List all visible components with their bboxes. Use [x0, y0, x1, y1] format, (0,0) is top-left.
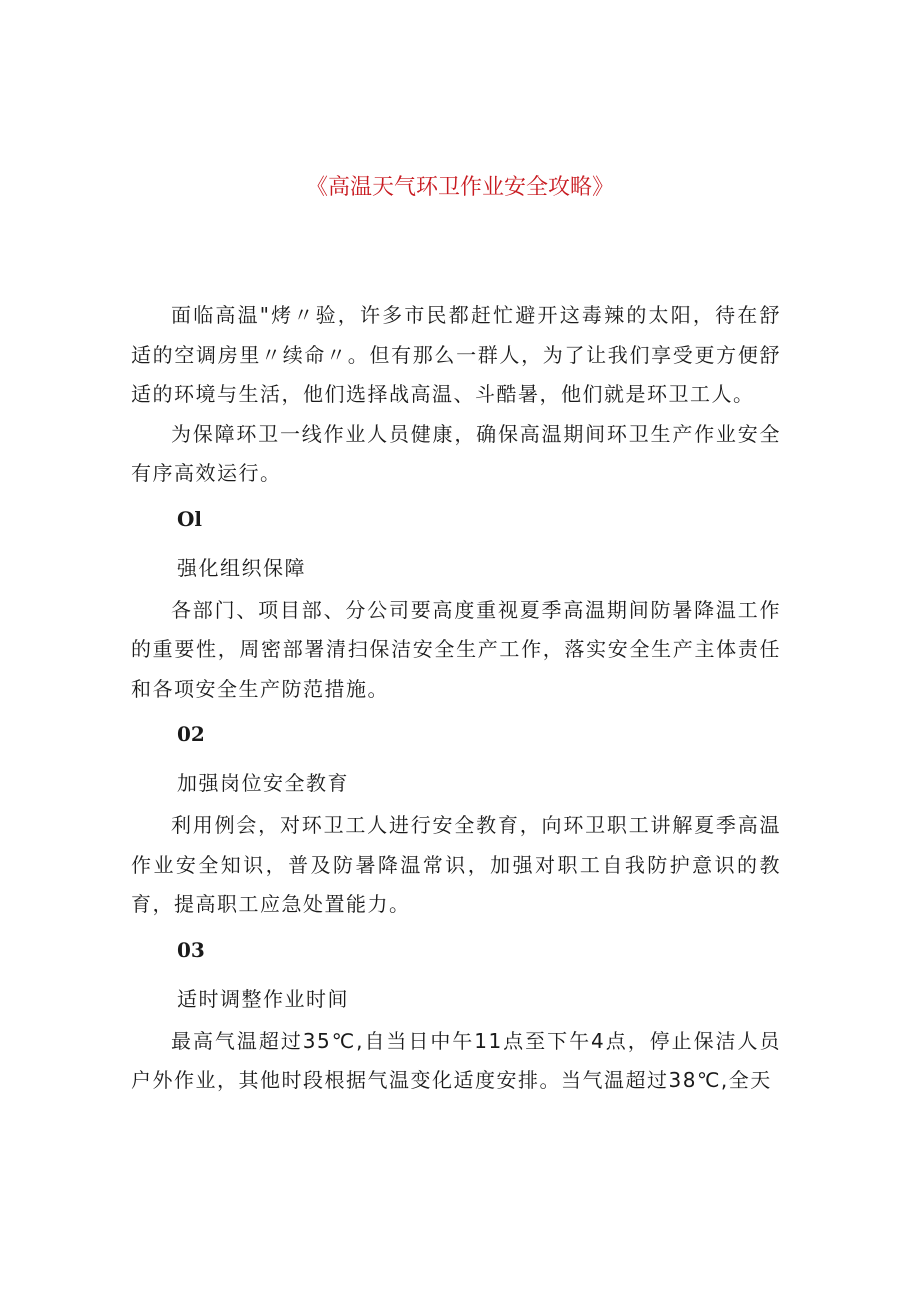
document-title: 《高温天气环卫作业安全攻略》: [305, 175, 614, 200]
section-2-heading: 加强岗位安全教育: [177, 771, 349, 795]
section-2-number: 02: [177, 722, 205, 746]
document-body: [131, 296, 781, 1101]
section-1-number: Ol: [177, 506, 203, 531]
section-3-heading: 适时调整作业时间: [177, 986, 349, 1011]
section-3-text: 最高气温超过35℃,自当日中午11点至下午4点，停止保洁人员户外作业，其他时段根据气温变化适度安排。当气温超过38℃,全天: [131, 1028, 781, 1092]
section-2-text: 利用例会，对环卫工人进行安全教育，向环卫职工讲解夏季高温作业安全知识，普及防暑降温常识，加强对职工自我防护意识的教育，提高职工应急处置能力。: [131, 813, 781, 916]
section-1-heading: 强化组织保障: [177, 555, 306, 580]
intro-paragraph-2: 为保障环卫一线作业人员健康，确保高温期间环卫生产作业安全有序高效运行。: [131, 421, 781, 485]
intro-paragraph-1: 面临高温"烤〃验，许多市民都赶忙避开这毒辣的太阳，待在舒适的空调房里〃续命〃。但有那么一群人，为了让我们享受更方便舒适的环境与生活，他们选择战高温、斗酷暑，他们就是环卫工人。: [131, 303, 781, 406]
section-1-text: 各部门、项目部、分公司要高度重视夏季高温期间防暑降温工作的重要性，周密部署清扫保洁安全生产工作，落实安全生产主体责任和各项安全生产防范措施。: [131, 597, 781, 701]
section-3-number: 03: [177, 937, 205, 962]
